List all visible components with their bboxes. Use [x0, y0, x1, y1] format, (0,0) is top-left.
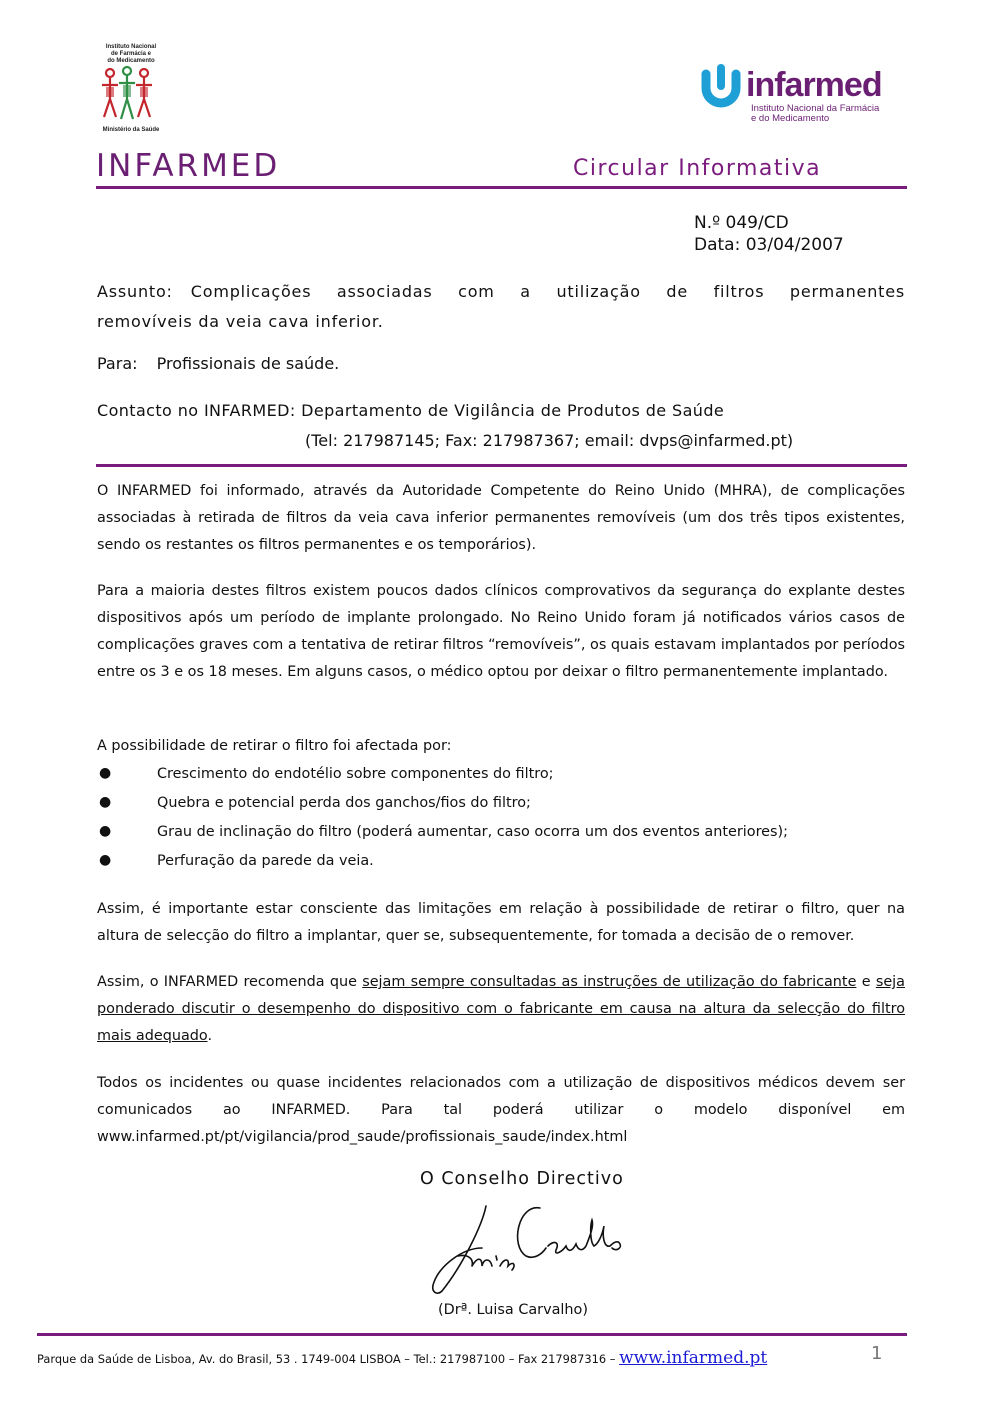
paragraph-1: O INFARMED foi informado, através da Autoridade Competente do Reino Unido (MHRA), de complicações associadas à retirada de filtros da veia cava inferior permanentes removíveis (um dos três tipos existentes, sendo os restantes os filtros permanentes e os temporários). — [97, 483, 905, 553]
document-type: Circular Informativa — [573, 156, 822, 181]
circular-number: N.º 049/CD — [694, 213, 789, 233]
page-number: 1 — [871, 1343, 883, 1364]
bullet-icon: ● — [99, 765, 112, 781]
recipients-value: Profissionais de saúde. — [156, 354, 340, 373]
ministry-logo-line: do Medicamento — [107, 58, 155, 64]
ministry-logo-footer: Ministério da Saúde — [102, 127, 160, 133]
signatory-board: O Conselho Directivo — [420, 1169, 624, 1189]
page-title: INFARMED — [96, 148, 281, 184]
recipients — [97, 354, 339, 373]
contact-department: Departamento de Vigilância de Produtos de Saúde — [301, 401, 725, 420]
paragraph-5 — [97, 969, 905, 1050]
signatory-name: (Drª. Luisa Carvalho) — [438, 1302, 588, 1318]
handwritten-signature — [422, 1196, 632, 1300]
paragraph-5-mid: e — [856, 974, 876, 990]
subject-block — [97, 277, 905, 337]
recommendation-underlined-2: seja ponderado discutir o desempenho do dispositivo com o fabricante em causa na altura da selecção do filtro mais adequado — [97, 974, 905, 1044]
ministry-logo-line: de Farmácia e — [110, 51, 152, 57]
figures-emblem-icon — [96, 65, 166, 123]
paragraph-5-start: Assim, o INFARMED recomenda que — [97, 974, 363, 990]
infarmed-logo-subtitle-line: Instituto Nacional da Farmácia — [751, 103, 880, 114]
paragraph-5-end: . — [207, 1028, 213, 1044]
footer-address — [37, 1348, 767, 1368]
subject-line-1 — [97, 277, 905, 307]
infarmed-logo-name: infarmed — [746, 66, 882, 104]
list-item: Perfuração da parede da veia. — [157, 853, 374, 869]
bullet-icon: ● — [99, 852, 112, 868]
contact-label: Contacto no INFARMED: — [97, 401, 296, 420]
recipients-label: Para: — [97, 354, 138, 373]
ministry-logo — [96, 44, 166, 136]
footer-divider — [37, 1333, 907, 1336]
contact-divider — [96, 464, 907, 467]
subject-label: Assunto: — [97, 282, 173, 301]
header-divider — [96, 186, 907, 189]
list-item: Grau de inclinação do filtro (poderá aumentar, caso ocorra um dos eventos anteriores); — [157, 824, 788, 840]
infarmed-logo-subtitle-line: e do Medicamento — [751, 113, 830, 124]
infarmed-mark-icon — [700, 62, 744, 110]
subject-text-continuation: removíveis da veia cava inferior. — [97, 312, 384, 331]
recommendation-underlined-1: sejam sempre consultadas as instruções de utilização do fabricante — [362, 974, 857, 990]
contact-line — [97, 401, 724, 420]
infarmed-logo-subtitle — [751, 104, 879, 124]
bullet-icon: ● — [99, 823, 112, 839]
paragraph-3-intro: A possibilidade de retirar o filtro foi afectada por: — [97, 738, 452, 754]
ministry-logo-line: Instituto Nacional — [105, 44, 157, 50]
paragraph-6: Todos os incidentes ou quase incidentes relacionados com a utilização de dispositivos médicos devem ser comunicados ao INFARMED. Para tal poderá utilizar o modelo disponível em www.infarmed.pt/pt/vigilancia/prod_saude/profissionais_saude/index.html — [97, 1075, 905, 1145]
paragraph-2: Para a maioria destes filtros existem poucos dados clínicos comprovativos da segurança do explante destes dispositivos após um período de implante prolongado. No Reino Unido foram já notificados vários casos de complicações graves com a tentativa de retirar filtros “removíveis”, os quais estavam implantados por períodos entre os 3 e os 18 meses. Em alguns casos, o médico optou por deixar o filtro permanentemente implantado. — [97, 583, 905, 680]
circular-date: Data: 03/04/2007 — [694, 235, 844, 255]
paragraph-4: Assim, é importante estar consciente das limitações em relação à possibilidade de retirar o filtro, quer na altura de selecção do filtro a implantar, quer se, subsequentemente, for tomada a decisão de o remover. — [97, 901, 905, 944]
list-item: Quebra e potencial perda dos ganchos/fios do filtro; — [157, 795, 531, 811]
bullet-icon: ● — [99, 794, 112, 810]
subject-text: Complicações associadas com a utilização de filtros permanentes — [190, 282, 905, 301]
contact-details: (Tel: 217987145; Fax: 217987367; email: dvps@infarmed.pt) — [305, 431, 794, 450]
footer-address-text: Parque da Saúde de Lisboa, Av. do Brasil, 53 . 1749-004 LISBOA – Tel.: 217987100 – Fax 217987316 – — [37, 1352, 620, 1366]
list-item: Crescimento do endotélio sobre componentes do filtro; — [157, 766, 554, 782]
footer-website-link[interactable]: www.infarmed.pt — [619, 1348, 768, 1368]
